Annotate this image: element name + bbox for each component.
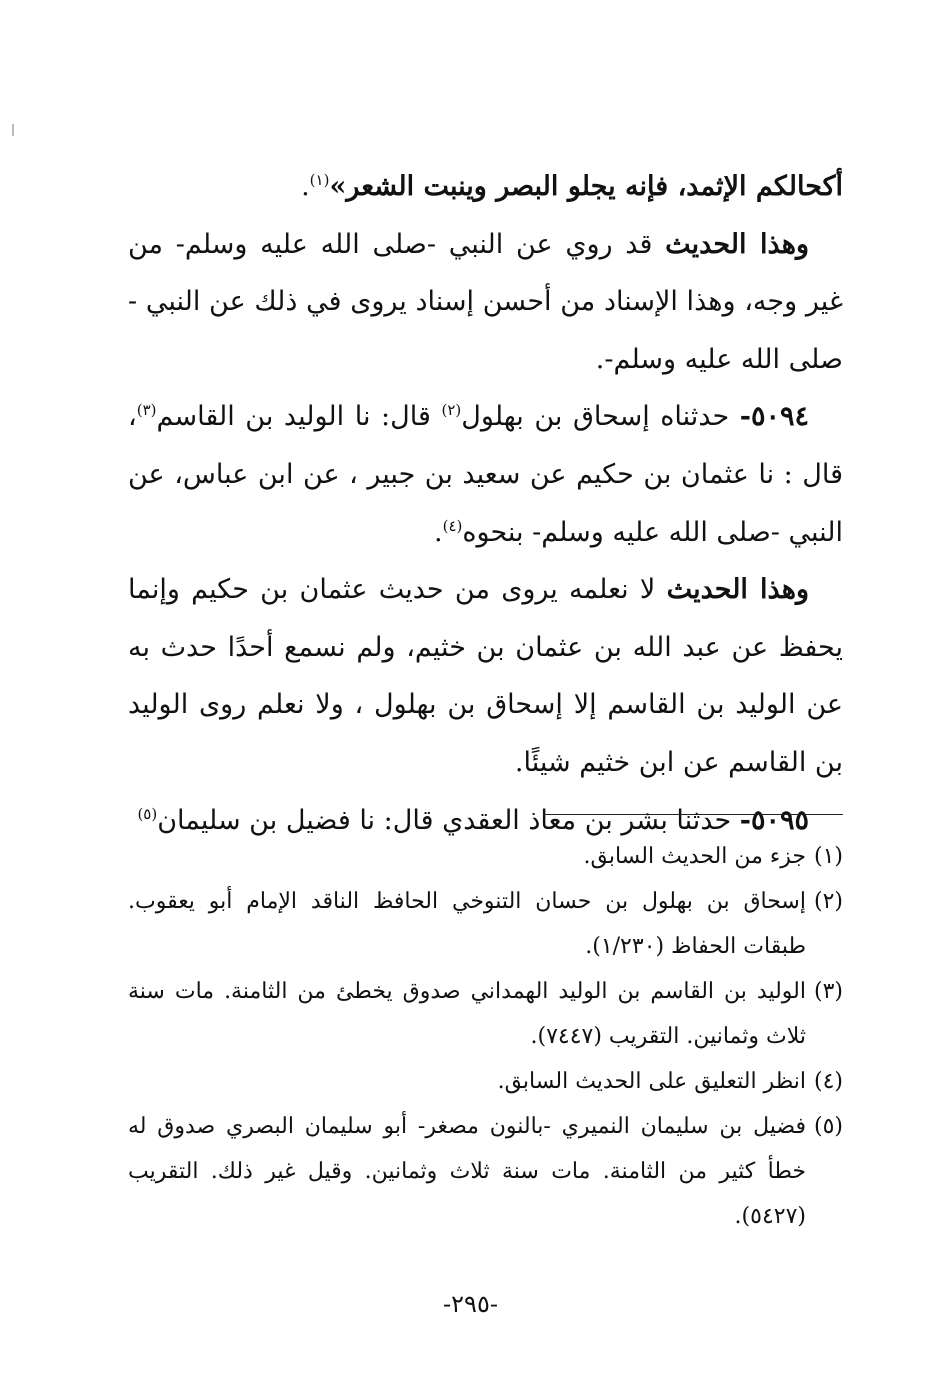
hadith-number: ٥٠٩٤- [739,401,809,433]
commentary-lead: وهذا الحديث [665,228,809,260]
footnote-number: (٥) [813,1114,843,1139]
hadith-chain-c: ، قال : نا عثمان بن حكيم عن سعيد بن جبير ، عن ابن عباس، عن النبي -صلى الله عليه وسلم- بنحوه [128,401,843,548]
footnote [128,834,843,879]
footnote [128,969,843,1059]
footnote-ref-4: (٤) [442,516,463,535]
commentary-paragraph-1 [128,216,843,389]
commentary-text: قد روي عن النبي -صلى الله عليه وسلم- من غير وجه، وهذا الإسناد من أحسن إسناد يروى في ذلك عن النبي - صلى الله عليه وسلم-. [128,228,843,375]
hadith-ending-line [128,158,843,216]
footnote-text: فضيل بن سليمان النميري -بالنون مصغر- أبو سليمان البصري صدوق له خطأ كثير من الثامنة. مات سنة ثلاث وثمانين. وقيل غير ذلك. التقريب (٥٤٢٧). [128,1114,806,1229]
hadith-chain-b: قال: نا الوليد بن القاسم [156,401,442,433]
footnote-number: (٤) [813,1069,843,1094]
hadith-5094 [128,388,843,561]
commentary-lead: وهذا الحديث [666,574,809,606]
footnote [128,1059,843,1104]
footnote-separator [543,814,843,815]
scan-margin-mark [12,124,14,136]
commentary-paragraph-2 [128,561,843,791]
hadith-text-bold: أكحالكم الإثمد، فإنه يجلو البصر وينبت الشعر» [329,171,843,202]
hadith-number: ٥٠٩٥- [739,804,809,836]
page-number: -٢٩٥- [443,1290,498,1318]
hadith-chain-a: حدثناه إسحاق بن بهلول [461,401,740,433]
footnote-number: (١) [813,844,843,869]
commentary-text: لا نعلمه يروى من حديث عثمان بن حكيم وإنما يحفظ عن عبد الله بن عثمان بن خثيم، ولم نسمع أحدًا حدث به عن الوليد بن القاسم إلا إسحاق بن بهلول ، ولا نعلم روى الوليد بن القاسم عن ابن خثيم شيئًا. [128,574,843,778]
footnote-text: انظر التعليق على الحديث السابق. [497,1069,806,1094]
footnote-ref-3: (٣) [136,401,157,420]
footnote-text: جزء من الحديث السابق. [583,844,806,869]
footnotes [128,834,843,1239]
footnote-number: (٢) [813,889,843,914]
hadith-chain-d: . [434,516,443,548]
hadith-chain-a: حدثنا بشر بن معاذ العقدي قال: نا فضيل بن سليمان [157,804,740,836]
main-text [128,158,843,849]
footnote [128,1104,843,1239]
footnote-text: الوليد بن القاسم بن الوليد الهمداني صدوق يخطئ من الثامنة. مات سنة ثلاث وثمانين. التقريب (٧٤٤٧). [128,979,806,1049]
footnote-ref-2: (٢) [441,401,462,420]
footnote-text: إسحاق بن بهلول بن حسان التنوخي الحافظ الناقد الإمام أبو يعقوب. طبقات الحفاظ (١/٢٣٠). [128,889,806,959]
footnote-ref-5: (٥) [137,804,158,823]
footnote-ref-1: (١) [309,171,330,189]
footnote [128,879,843,969]
footnote-number: (٣) [813,979,843,1004]
line-end: . [301,171,310,202]
